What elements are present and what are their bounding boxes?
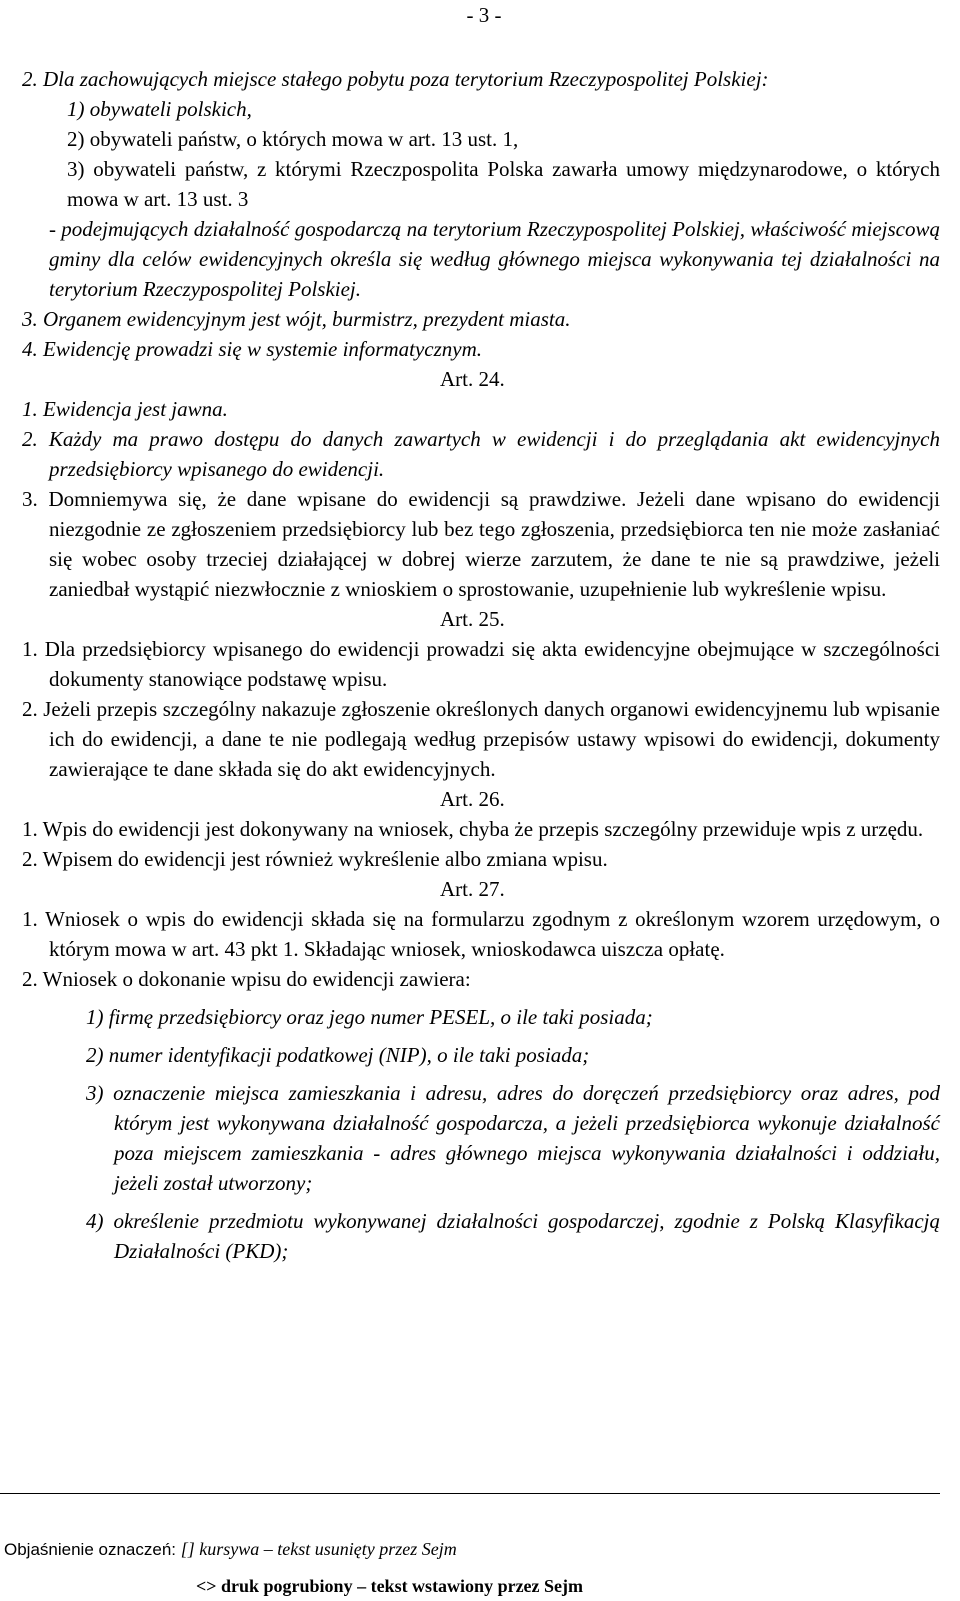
legend-italic-note: [] kursywa – tekst usunięty przez Sejm	[180, 1539, 457, 1559]
article-heading: Art. 25.	[440, 607, 505, 631]
paragraph: 1) firmę przedsiębiorcy oraz jego numer PESEL, o ile taki posiada;	[86, 1005, 653, 1029]
paragraph: 2) obywateli państw, o których mowa w art. 13 ust. 1,	[67, 127, 519, 151]
legend-bold-note: <> druk pogrubiony – tekst wstawiony przez Sejm	[196, 1576, 584, 1596]
article-heading: Art. 27.	[440, 877, 505, 901]
paragraph: 2) numer identyfikacji podatkowej (NIP), o ile taki posiada;	[86, 1043, 590, 1067]
paragraph: 2. Dla zachowujących miejsce stałego pobytu poza terytorium Rzeczypospolitej Polskiej:	[22, 67, 769, 91]
paragraph: 2. Wpisem do ewidencji jest również wykreślenie albo zmiana wpisu.	[22, 847, 608, 871]
paragraph: 4) określenie przedmiotu wykonywanej działalności gospodarczej, zgodnie z Polską Klasyfikacją Działalności (PKD);	[86, 1209, 940, 1263]
paragraph: 3. Domniemywa się, że dane wpisane do ewidencji są prawdziwe. Jeżeli dane wpisano do ewidencji niezgodnie ze zgłoszeniem przedsiębiorcy lub bez tego zgłoszenia, przedsiębiorca ten nie może zasłaniać się wobec osoby trzeciej działającej w dobrej wierze zarzutem, że dane te nie są prawdziwe, jeżeli zaniedbał wystąpić niezwłocznie z wnioskiem o sprostowanie, uzupełnienie lub wykreślenie wpisu.	[22, 487, 940, 601]
paragraph: 1. Wniosek o wpis do ewidencji składa się na formularzu zgodnym z określonym wzorem urzędowym, o którym mowa w art. 43 pkt 1. Składając wniosek, wnioskodawca uiszcza opłatę.	[22, 907, 940, 961]
paragraph: 3. Organem ewidencyjnym jest wójt, burmistrz, prezydent miasta.	[22, 307, 571, 331]
paragraph: 1. Wpis do ewidencji jest dokonywany na wniosek, chyba że przepis szczególny przewiduje wpis z urzędu.	[22, 817, 924, 841]
page-number: - 3 -	[466, 3, 502, 27]
paragraph: 2. Jeżeli przepis szczególny nakazuje zgłoszenie określonych danych organowi ewidencyjnemu lub wpisanie ich do ewidencji, a dane te nie podlegają według przepisów ustawy wpisowi do ewidencji, dokumenty zawierające te dane składa się do akt ewidencyjnych.	[22, 697, 940, 781]
article-heading: Art. 24.	[440, 367, 505, 391]
legend-line	[4, 1537, 457, 1562]
article-heading: Art. 26.	[440, 787, 505, 811]
paragraph: 1. Dla przedsiębiorcy wpisanego do ewidencji prowadzi się akta ewidencyjne obejmujące w szczególności dokumenty stanowiące podstawę wpisu.	[22, 637, 940, 691]
paragraph: 2. Wniosek o dokonanie wpisu do ewidencji zawiera:	[22, 967, 471, 991]
paragraph: 2. Każdy ma prawo dostępu do danych zawartych w ewidencji i do przeglądania akt ewidencyjnych przedsiębiorcy wpisanego do ewidencji.	[22, 427, 940, 481]
paragraph: - podejmujących działalność gospodarczą na terytorium Rzeczypospolitej Polskiej, właściwość miejscową gminy dla celów ewidencyjnych określa się według głównego miejsca wykonywania tej działalności na terytorium Rzeczypospolitej Polskiej.	[49, 217, 940, 301]
paragraph: 3) oznaczenie miejsca zamieszkania i adresu, adres do doręczeń przedsiębiorcy oraz adres, pod którym jest wykonywana działalność gospodarcza, a jeżeli przedsiębiorca wykonuje działalność poza miejscem zamieszkania - adres głównego miejsca wykonywania działalności i oddziału, jeżeli został utworzony;	[86, 1081, 940, 1195]
legend-label: Objaśnienie oznaczeń:	[4, 1540, 177, 1559]
paragraph: 1) obywateli polskich,	[67, 97, 252, 121]
paragraph: 1. Ewidencja jest jawna.	[22, 397, 228, 421]
footnote-divider	[0, 1493, 940, 1494]
paragraph: 4. Ewidencję prowadzi się w systemie informatycznym.	[22, 337, 482, 361]
document-body	[22, 64, 940, 1266]
paragraph: 3) obywateli państw, z którymi Rzeczpospolita Polska zawarła umowy międzynarodowe, o których mowa w art. 13 ust. 3	[67, 157, 940, 211]
